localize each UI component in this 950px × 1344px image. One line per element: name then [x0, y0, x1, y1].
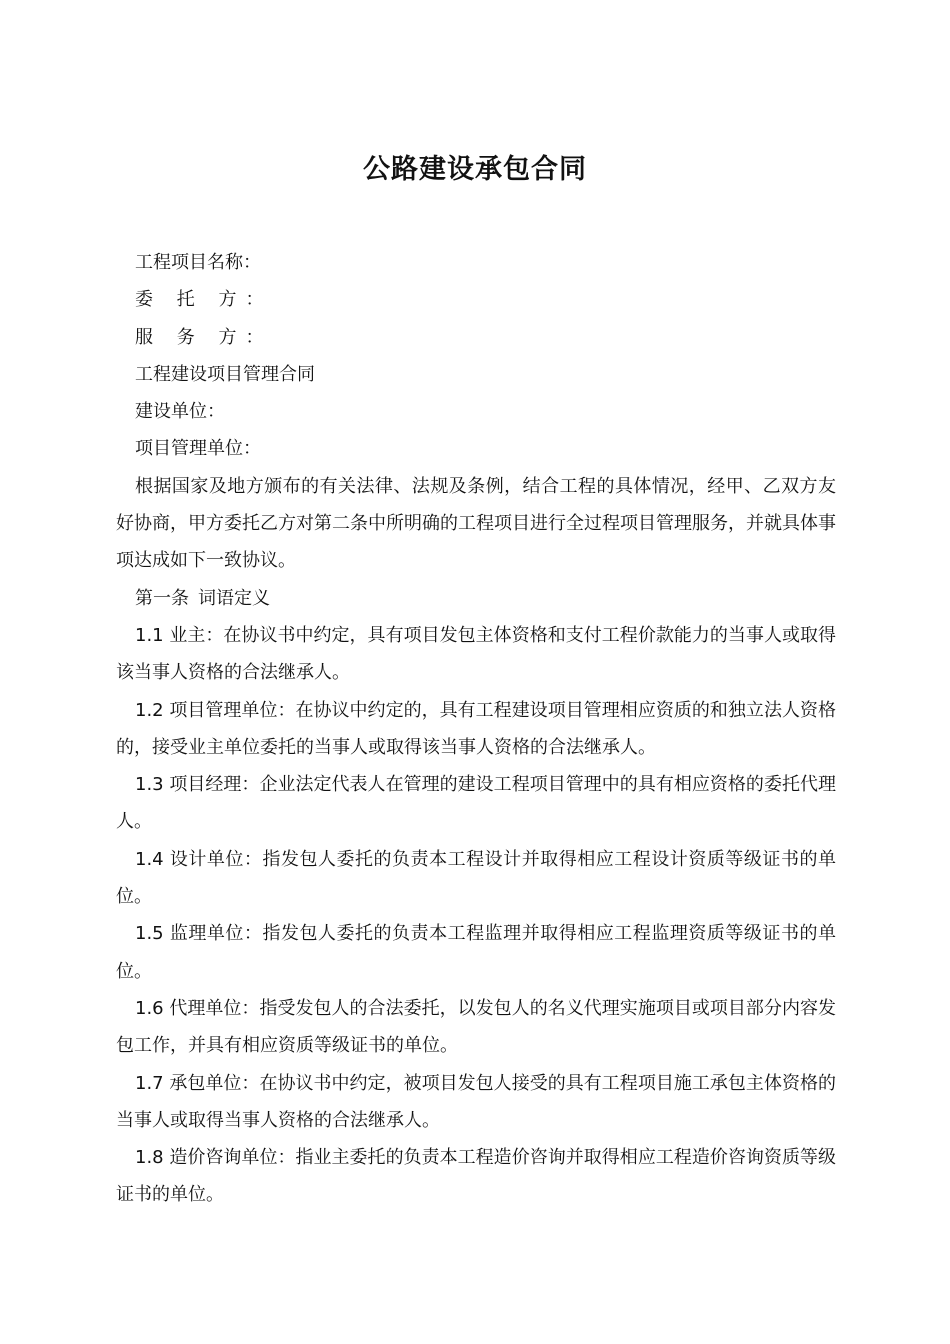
definition-item: 1.3 项目经理：企业法定代表人在管理的建设工程项目管理中的具有相应资格的委托代理人。 — [116, 774, 836, 833]
article-heading — [116, 580, 836, 617]
definition-item: 1.1 业主：在协议书中约定，具有项目发包主体资格和支付工程价款能力的当事人或取得该当事人资格的合法继承人。 — [116, 624, 836, 684]
field-construction-unit: 建设单位： — [135, 401, 225, 423]
article-name: 词语定义 — [198, 587, 270, 609]
field-pm-unit: 项目管理单位： — [135, 438, 261, 460]
definition-item: 1.2 项目管理单位：在协议中约定的，具有工程建设项目管理相应资质的和独立法人资格的，接受业主单位委托的当事人或取得该当事人资格的合法继承人。 — [116, 699, 836, 758]
article-number: 第一条 — [135, 587, 189, 609]
field-project-name: 工程项目名称： — [135, 252, 261, 273]
field-client: 委 托 方： — [135, 289, 273, 311]
definition-item: 1.8 造价咨询单位：指业主委托的负责本工程造价咨询并取得相应工程造价咨询资质等级证书的单位。 — [116, 1147, 836, 1206]
definition-item: 1.4 设计单位：指发包人委托的负责本工程设计并取得相应工程设计资质等级证书的单位。 — [116, 848, 836, 908]
definition-item: 1.6 代理单位：指受发包人的合法委托，以发包人的名义代理实施项目或项目部分内容发包工作，并具有相应资质等级证书的单位。 — [116, 997, 836, 1057]
document-subtitle: 工程建设项目管理合同 — [135, 363, 315, 385]
intro-paragraph: 根据国家及地方颁布的有关法律、法规及条例，结合工程的具体情况，经甲、乙双方友好协商，甲方委托乙方对第二条中所明确的工程项目进行全过程项目管理服务，并就具体事项达成如下一致协议。 — [116, 475, 836, 572]
document-title: 公路建设承包合同 — [363, 154, 587, 186]
definition-item: 1.5 监理单位：指发包人委托的负责本工程监理并取得相应工程监理资质等级证书的单位。 — [116, 923, 836, 982]
document-body — [116, 244, 836, 1214]
definition-item: 1.7 承包单位：在协议书中约定，被项目发包人接受的具有工程项目施工承包主体资格的当事人或取得当事人资格的合法继承人。 — [116, 1072, 836, 1131]
field-service-provider: 服 务 方： — [135, 326, 273, 348]
